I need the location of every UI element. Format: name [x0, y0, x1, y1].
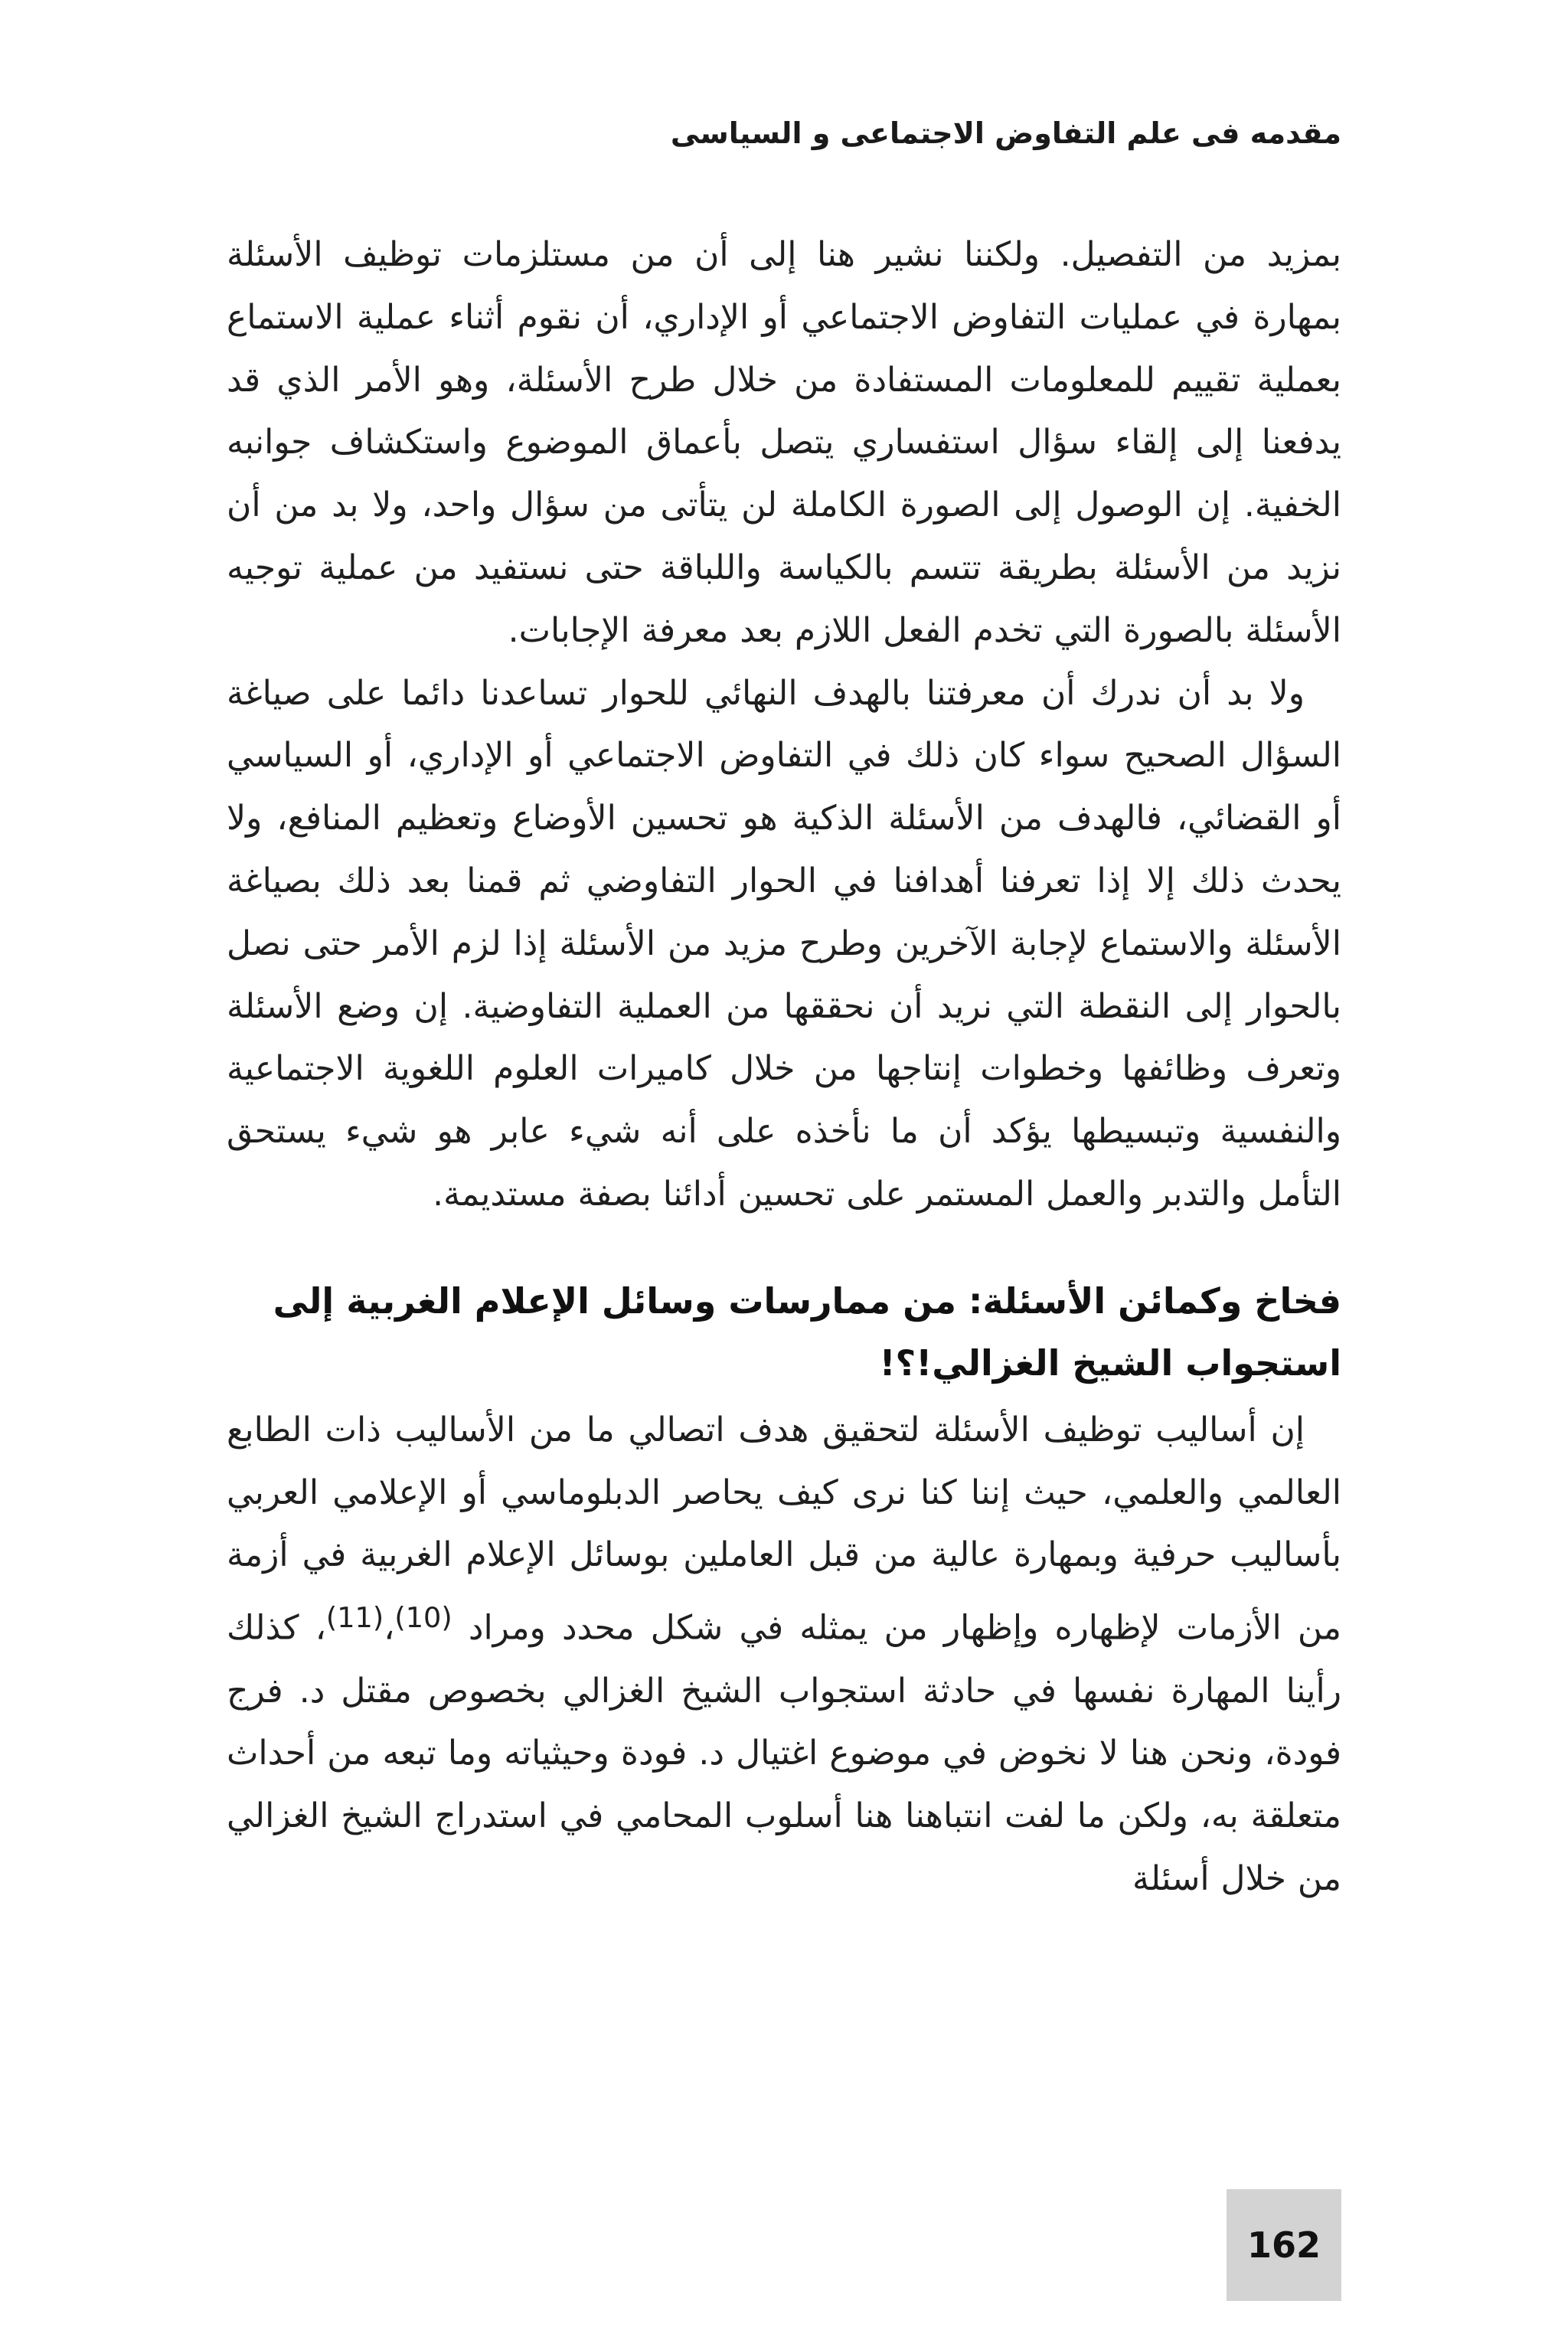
- page-body: [227, 224, 1341, 1910]
- footnote-separator: ،: [384, 1608, 395, 1648]
- section-heading-line-2: استجواب الشيخ الغزالي!؟!: [879, 1342, 1341, 1384]
- section-heading: [227, 1270, 1341, 1394]
- footnote-ref-11: (11): [325, 1601, 384, 1635]
- running-header: مقدمه فى علم التفاوض الاجتماعى و السياسى: [670, 116, 1341, 150]
- section-heading-line-1: فخاخ وكمائن الأسئلة: من ممارسات وسائل الإعلام الغربية إلى: [273, 1280, 1341, 1322]
- section-paragraph: [227, 1399, 1341, 1910]
- body-paragraph-1: بمزيد من التفصيل. ولكننا نشير هنا إلى أن من مستلزمات توظيف الأسئلة بمهارة في عمليات التفاوض الاجتماعي أو الإداري، أن نقوم أثناء عملية الاستماع بعملية تقييم للمعلومات المستفادة من خلال طرح الأسئلة، وهو الأمر الذي قد يدفعنا إلى إلقاء سؤال استفساري يتصل بأعماق الموضوع واستكشاف جوانبه الخفية. إن الوصول إلى الصورة الكاملة لن يتأتى من سؤال واحد، ولا بد من أن نزيد من الأسئلة بطريقة تتسم بالكياسة واللباقة حتى نستفيد من عملية توجيه الأسئلة بالصورة التي تخدم الفعل اللازم بعد معرفة الإجابات.: [227, 235, 1341, 650]
- section-paragraph-text-1: إن أساليب توظيف الأسئلة لتحقيق هدف اتصالي ما من الأساليب ذات الطابع العالمي والعلمي، حيث إننا كنا نرى كيف يحاصر الدبلوماسي أو الإعلامي العربي بأساليب حرفية وبمهارة عالية من قبل العاملين بوسائل الإعلام الغربية في أزمة من الأزمات لإظهاره وإظهار من يمثله في شكل محدد ومراد: [227, 1410, 1341, 1648]
- page-number-box: [1227, 2189, 1341, 2301]
- body-paragraph-2: ولا بد أن ندرك أن معرفتنا بالهدف النهائي للحوار تساعدنا دائما على صياغة السؤال الصحيح سواء كان ذلك في التفاوض الاجتماعي أو الإداري، أو السياسي أو القضائي، فالهدف من الأسئلة الذكية هو تحسين الأوضاع وتعظيم المنافع، ولا يحدث ذلك إلا إذا تعرفنا أهدافنا في الحوار التفاوضي ثم قمنا بعد ذلك بصياغة الأسئلة والاستماع لإجابة الآخرين وطرح مزيد من الأسئلة إذا لزم الأمر حتى نصل بالحوار إلى النقطة التي نريد أن نحققها من العملية التفاوضية. إن وضع الأسئلة وتعرف وظائفها وخطوات إنتاجها من خلال كاميرات العلوم اللغوية الاجتماعية والنفسية وتبسيطها يؤكد أن ما نأخذه على أنه شيء عابر هو شيء يستحق التأمل والتدبر والعمل المستمر على تحسين أدائنا بصفة مستديمة.: [227, 673, 1341, 1214]
- section-spacer: [227, 1226, 1341, 1270]
- page-number: 162: [1246, 2224, 1321, 2266]
- footnote-ref-10: (10): [394, 1601, 452, 1635]
- section-paragraph-text-2: ، كذلك رأينا المهارة نفسها في حادثة استجواب الشيخ الغزالي بخصوص مقتل د. فرج فودة، ونحن هنا لا نخوض في موضوع اغتيال د. فودة وحيثياته وما تبعه من أحداث متعلقة به، ولكن ما لفت انتباهنا هنا أسلوب المحامي في استدراج الشيخ الغزالي من خلال أسئلة: [227, 1608, 1341, 1898]
